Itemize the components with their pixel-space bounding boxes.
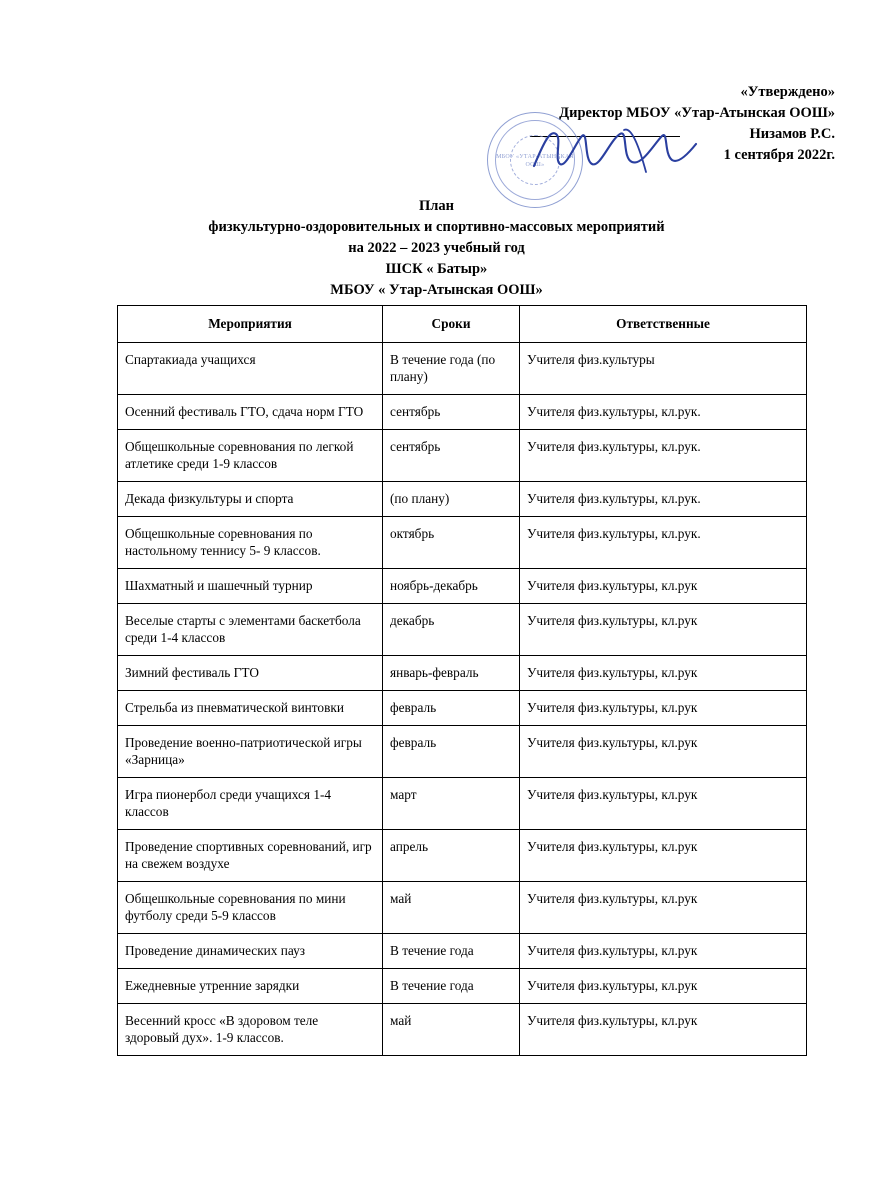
cell-term: В течение года [383, 969, 520, 1004]
cell-term: сентябрь [383, 395, 520, 430]
cell-responsible: Учителя физ.культуры, кл.рук [520, 691, 807, 726]
table-row [118, 430, 807, 482]
stamp-text: МБОУ «УТАР-АТЫНСКАЯ ООШ» [496, 154, 574, 168]
cell-responsible: Учителя физ.культуры, кл.рук [520, 830, 807, 882]
cell-responsible: Учителя физ.культуры, кл.рук. [520, 430, 807, 482]
cell-responsible: Учителя физ.культуры, кл.рук [520, 569, 807, 604]
document-title [0, 196, 873, 301]
cell-responsible: Учителя физ.культуры, кл.рук. [520, 482, 807, 517]
cell-responsible: Учителя физ.культуры, кл.рук [520, 778, 807, 830]
cell-event: Общешкольные соревнования по мини футболу среди 5-9 классов [118, 882, 383, 934]
plan-table-container [117, 305, 806, 1056]
table-row [118, 482, 807, 517]
approval-signature-row [0, 124, 835, 145]
table-row [118, 395, 807, 430]
table-header-row [118, 306, 807, 343]
cell-term: апрель [383, 830, 520, 882]
column-header-responsible: Ответственные [520, 306, 807, 343]
official-stamp [487, 112, 583, 208]
column-header-terms: Сроки [383, 306, 520, 343]
cell-responsible: Учителя физ.культуры, кл.рук [520, 934, 807, 969]
table-row [118, 656, 807, 691]
cell-term: В течение года [383, 934, 520, 969]
table-row [118, 691, 807, 726]
approval-director-name: Низамов Р.С. [749, 126, 835, 142]
cell-responsible: Учителя физ.культуры [520, 343, 807, 395]
cell-event: Стрельба из пневматической винтовки [118, 691, 383, 726]
cell-responsible: Учителя физ.культуры, кл.рук. [520, 517, 807, 569]
cell-event: Проведение спортивных соревнований, игр на свежем воздухе [118, 830, 383, 882]
cell-event: Игра пионербол среди учащихся 1-4 классов [118, 778, 383, 830]
table-row [118, 882, 807, 934]
cell-term: ноябрь-декабрь [383, 569, 520, 604]
cell-term: февраль [383, 691, 520, 726]
cell-event: Шахматный и шашечный турнир [118, 569, 383, 604]
approval-director: Директор МБОУ «Утар-Атынская ООШ» [559, 105, 835, 121]
table-row [118, 569, 807, 604]
table-row [118, 969, 807, 1004]
approval-block [0, 82, 835, 166]
cell-term: февраль [383, 726, 520, 778]
cell-term: В течение года (по плану) [383, 343, 520, 395]
title-line-5: МБОУ « Утар-Атынская ООШ» [330, 282, 543, 298]
table-row [118, 343, 807, 395]
plan-table-body [118, 343, 807, 1056]
cell-event: Общешкольные соревнования по легкой атлетике среди 1-9 классов [118, 430, 383, 482]
table-row [118, 830, 807, 882]
cell-event: Декада физкультуры и спорта [118, 482, 383, 517]
cell-term: декабрь [383, 604, 520, 656]
table-row [118, 726, 807, 778]
cell-responsible: Учителя физ.культуры, кл.рук [520, 656, 807, 691]
table-row [118, 604, 807, 656]
cell-event: Проведение динамических пауз [118, 934, 383, 969]
cell-responsible: Учителя физ.культуры, кл.рук [520, 604, 807, 656]
approval-word: «Утверждено» [740, 84, 835, 100]
cell-event: Осенний фестиваль ГТО, сдача норм ГТО [118, 395, 383, 430]
cell-responsible: Учителя физ.культуры, кл.рук [520, 969, 807, 1004]
cell-event: Общешкольные соревнования по настольному теннису 5- 9 классов. [118, 517, 383, 569]
cell-term: сентябрь [383, 430, 520, 482]
cell-term: октябрь [383, 517, 520, 569]
cell-term: (по плану) [383, 482, 520, 517]
plan-table [117, 305, 807, 1056]
cell-term: май [383, 882, 520, 934]
cell-term: январь-февраль [383, 656, 520, 691]
title-line-3: на 2022 – 2023 учебный год [348, 240, 525, 256]
cell-responsible: Учителя физ.культуры, кл.рук. [520, 395, 807, 430]
cell-responsible: Учителя физ.культуры, кл.рук [520, 1004, 807, 1056]
table-row [118, 778, 807, 830]
cell-event: Спартакиада учащихся [118, 343, 383, 395]
column-header-events: Мероприятия [118, 306, 383, 343]
table-row [118, 934, 807, 969]
title-line-2: физкультурно-оздоровительных и спортивно-массовых мероприятий [208, 219, 665, 235]
cell-term: март [383, 778, 520, 830]
title-line-4: ШСК « Батыр» [385, 261, 488, 277]
table-row [118, 517, 807, 569]
cell-term: май [383, 1004, 520, 1056]
cell-responsible: Учителя физ.культуры, кл.рук [520, 726, 807, 778]
cell-event: Ежедневные утренние зарядки [118, 969, 383, 1004]
approval-date: 1 сентября 2022г. [723, 147, 835, 163]
cell-responsible: Учителя физ.культуры, кл.рук [520, 882, 807, 934]
table-row [118, 1004, 807, 1056]
title-line-1: План [418, 198, 455, 214]
cell-event: Весенний кросс «В здоровом теле здоровый дух». 1-9 классов. [118, 1004, 383, 1056]
cell-event: Проведение военно-патриотической игры «Зарница» [118, 726, 383, 778]
cell-event: Зимний фестиваль ГТО [118, 656, 383, 691]
cell-event: Веселые старты с элементами баскетбола среди 1-4 классов [118, 604, 383, 656]
